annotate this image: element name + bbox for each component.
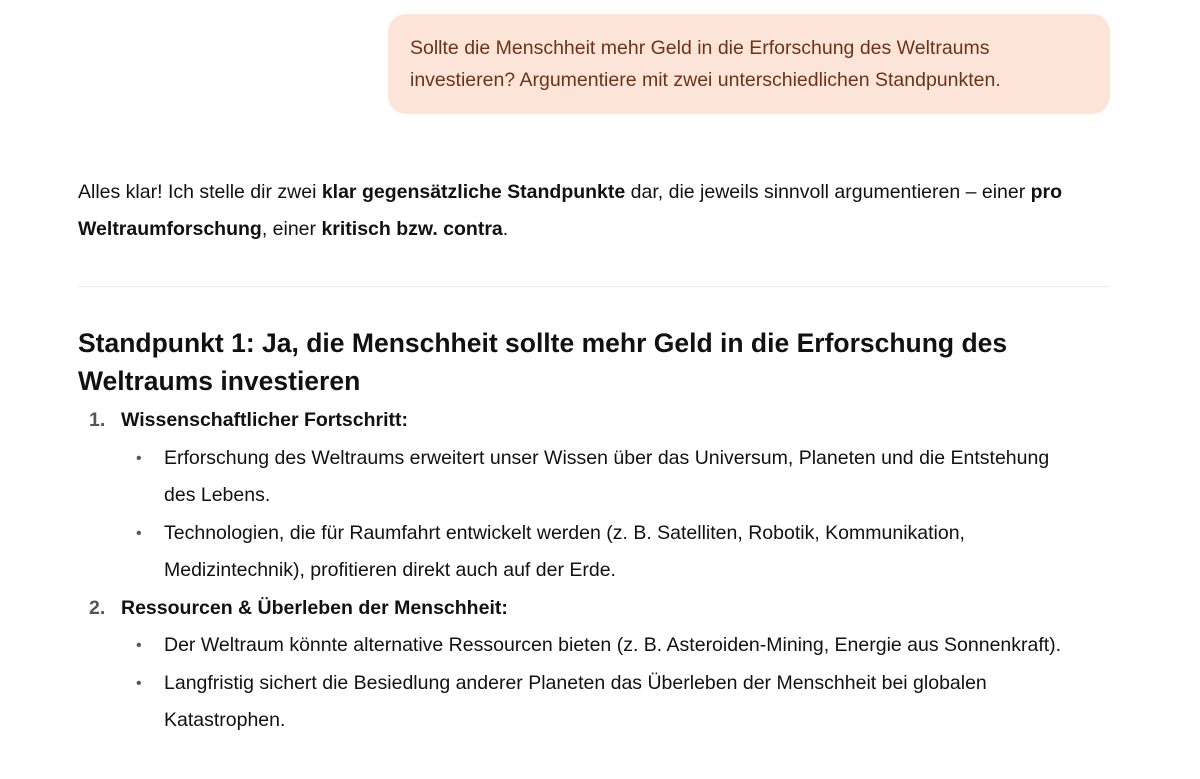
bullet-icon: •: [136, 637, 142, 654]
chat-thread: [78, 0, 1110, 740]
argument-item: [78, 402, 1110, 590]
bullet-text: Erforschung des Weltraums erweitert unser Wissen über das Universum, Planeten und die Entstehung des Lebens.: [164, 446, 1050, 506]
intro-text: .: [502, 218, 509, 240]
argument-title-row: [78, 590, 1110, 628]
intro-emphasis: kritisch bzw. contra: [321, 218, 503, 240]
bullet-icon: •: [136, 524, 142, 542]
section-divider: [78, 286, 1110, 287]
intro-emphasis: pro Weltraumforschung: [78, 181, 1063, 240]
bullet-text: Technologien, die für Raumfahrt entwickelt werden (z. B. Satelliten, Robotik, Kommunikation, Medizintechnik), profitieren direkt auch auf der Erde.: [164, 521, 965, 581]
intro-text: , einer: [261, 218, 322, 240]
assistant-intro: [78, 174, 1110, 248]
list-item: [78, 627, 1110, 665]
argument-item: [78, 590, 1110, 740]
list-item: [78, 440, 1110, 515]
bullet-icon: •: [136, 674, 142, 692]
section-heading: Standpunkt 1: Ja, die Menschheit sollte mehr Geld in die Erforschung des Weltraums investieren: [78, 328, 1008, 396]
argument-bullets: [78, 440, 1110, 590]
bullet-text: Der Weltraum könnte alternative Ressourcen bieten (z. B. Asteroiden-Mining, Energie aus Sonnenkraft).: [164, 634, 1062, 656]
bullet-text: Langfristig sichert die Besiedlung anderer Planeten das Überleben der Menschheit bei globalen Katastrophen.: [164, 671, 987, 731]
argument-title-row: [78, 402, 1110, 440]
bullet-icon: •: [136, 449, 142, 467]
argument-title: Ressourcen & Überleben der Menschheit:: [121, 596, 508, 619]
argument-number: 2.: [89, 596, 106, 619]
user-message-bubble: [388, 14, 1110, 114]
user-message-row: [78, 0, 1110, 114]
intro-emphasis: klar gegensätzliche Standpunkte: [321, 181, 626, 203]
list-item: [78, 515, 1110, 590]
intro-text: dar, die jeweils sinnvoll argumentieren – einer: [625, 181, 1031, 203]
intro-text: Alles klar! Ich stelle dir zwei: [78, 181, 322, 203]
argument-list: [78, 402, 1110, 740]
user-message-text: Sollte die Menschheit mehr Geld in die Erforschung des Weltraums investieren? Argumentiere mit zwei unterschiedlichen Standpunkten.: [410, 37, 1001, 91]
argument-number: 1.: [89, 409, 106, 431]
argument-title: Wissenschaftlicher Fortschritt:: [121, 409, 408, 431]
list-item: [78, 665, 1110, 740]
assistant-message: [78, 174, 1110, 740]
argument-bullets: [78, 627, 1110, 740]
